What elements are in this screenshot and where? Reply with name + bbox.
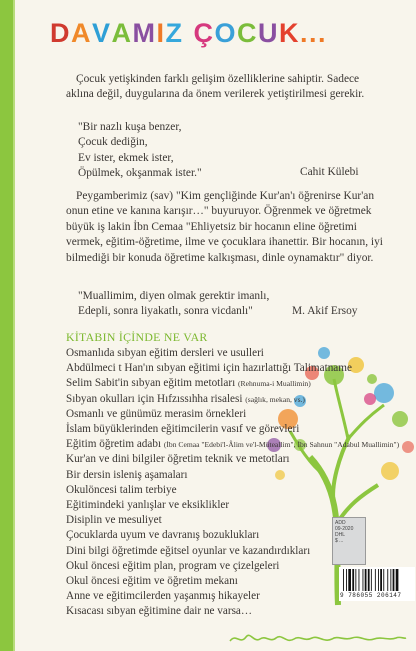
- contents-item-note: (İbn Cemaa "Edebi'l-Âlim ve'l-Müteallim", İbn Sahnun "Adabul Muallimin"): [163, 440, 400, 450]
- price-sticker: [332, 517, 366, 565]
- poem-line: Çocuk dediğin,: [78, 136, 148, 149]
- contents-item: [66, 452, 406, 467]
- contents-item: [66, 483, 406, 498]
- barcode-bar: [387, 569, 388, 591]
- contents-item-title: Eğitim öğretim adabı: [66, 438, 164, 451]
- barcode-bars: [343, 569, 411, 591]
- quote-author: M. Akif Ersoy: [292, 305, 358, 317]
- contents-item-title: İslam büyüklerinden eğitimcilerin vasıf ve görevleri: [66, 423, 300, 436]
- contents-item-title: Bir dersin isleniş aşamaları: [66, 468, 188, 481]
- barcode-bar: [368, 569, 370, 591]
- barcode-bar: [371, 569, 372, 591]
- contents-item-title: Kısacası sıbyan eğitimine dair ne varsa…: [66, 605, 253, 618]
- contents-item: [66, 498, 406, 513]
- barcode-bar: [348, 569, 351, 591]
- barcode-bar: [383, 569, 384, 591]
- title-letter: I: [156, 18, 166, 48]
- barcode: [339, 567, 415, 601]
- contents-item: [66, 392, 406, 407]
- intro-paragraph: Çocuk yetişkinden farklı gelişim özelliklerine sahiptir. Sadece aklına değil, duygularına da önem verilerek yetiştirilmesi gerekir.: [66, 73, 365, 101]
- green-spine: [0, 0, 13, 651]
- contents-item-title: Okulöncesi talim terbiye: [66, 483, 177, 496]
- barcode-bar: [365, 569, 367, 591]
- signature-scribble: [228, 629, 408, 647]
- title-letter: A: [71, 18, 92, 48]
- contents-item: [66, 346, 406, 361]
- contents-item-title: Sıbyan okulları için Hıfzıssıhha risalesi: [66, 392, 246, 405]
- title-letter: K: [279, 18, 301, 48]
- sticker-line: 09-2020: [335, 526, 354, 532]
- title-letter: ...: [300, 18, 328, 48]
- contents-item: [66, 604, 406, 619]
- quote-line: "Muallimim, diyen olmak gerektir imanlı,: [78, 290, 270, 302]
- contents-item-note: (Rehnuma-i Muallimin): [238, 379, 311, 389]
- sticker-line: $ ...: [335, 538, 344, 544]
- poem-line: "Bir nazlı kuşa benzer,: [78, 121, 182, 133]
- contents-item: [66, 407, 406, 422]
- spine-edge: [13, 0, 15, 651]
- contents-item-title: Eğitimindeki yanlışlar ve eksiklikler: [66, 499, 230, 512]
- sticker-text: [333, 518, 365, 546]
- contents-item: [66, 361, 406, 376]
- title-letter: Ç: [193, 18, 215, 48]
- quote-line: Edepli, sonra liyakatlı, sonra vicdanlı": [78, 305, 253, 318]
- title-letter: D: [50, 18, 71, 48]
- contents-item-title: Kur'an ve dini bilgiler öğretim teknik ve metotları: [66, 453, 290, 466]
- hadith-paragraph: Peygamberimiz (sav) "Kim gençliğinde Kur'an'ı öğrenirse Kur'an onun etine ve kanına karışır…" buyuruyor. Öğrenmek ve öğretmek büyük iş lakin İbn Cemaa "Ehliyetsiz bir hocanın eline öğretimi vermek, eğitim-öğretime, ilme ve çocuklara ihanettir. Bir hocanın, iyi bilmediği bir konuda öğretime kalkışması, dinle oynamaktır" diyor.: [66, 190, 383, 264]
- barcode-bar: [375, 569, 376, 591]
- contents-item-title: Dini bilgi öğretimde eğitsel oyunlar ve kazandırdıkları: [66, 544, 311, 557]
- contents-item-title: Okul öncesi eğitim ve öğretim mekanı: [66, 575, 238, 588]
- contents-item-title: Selim Sabit'in sıbyan eğitim metotları: [66, 377, 238, 390]
- barcode-bar: [359, 569, 360, 591]
- title-letter: O: [214, 18, 238, 48]
- barcode-bar: [352, 569, 354, 591]
- barcode-bar: [380, 569, 382, 591]
- poem-line: Öpülmek, okşanmak ister.": [78, 167, 202, 180]
- contents-item-title: Çocuklarda uyum ve davranış bozuklukları: [66, 529, 260, 542]
- sticker-line: ADD: [335, 520, 346, 526]
- barcode-bar: [346, 569, 347, 591]
- contents-item-title: Osmanlı ve günümüz merasim örnekleri: [66, 407, 247, 420]
- contents-item-title: Anne ve eğitimcilerden yaşanmış hikayeler: [66, 590, 260, 603]
- contents-item: [66, 422, 406, 437]
- barcode-bar: [355, 569, 356, 591]
- cover-title: [50, 16, 390, 50]
- contents-item-note: (sağlık, mekan, vs.): [245, 394, 305, 404]
- barcode-bar: [396, 569, 399, 591]
- title-letter: M: [132, 18, 157, 48]
- barcode-number: 9 786055 206147: [340, 592, 402, 599]
- contents-heading: KİTABIN İÇİNDE NE VAR: [66, 330, 208, 344]
- contents-item: [66, 468, 406, 483]
- barcode-bar: [363, 569, 364, 591]
- title-letter: Z: [165, 18, 184, 48]
- barcode-bar: [343, 569, 344, 591]
- poem-author: Cahit Külebi: [300, 166, 359, 178]
- sticker-line: DHL: [335, 532, 346, 538]
- contents-item-title: Disiplin ve mesuliyet: [66, 514, 162, 527]
- contents-item: [66, 376, 406, 391]
- title-letter: C: [237, 18, 259, 48]
- contents-item-title: Abdülmeci t Han'ın sıbyan eğitimi için hazırlattığı Talimatname: [66, 362, 352, 375]
- title-letter: U: [258, 18, 280, 48]
- poem-line: Ev ister, ekmek ister,: [78, 151, 174, 164]
- contents-item-title: Okul öncesi eğitim plan, program ve çizelgeleri: [66, 559, 280, 572]
- barcode-bar: [393, 569, 395, 591]
- title-letter: V: [92, 18, 112, 48]
- barcode-bar: [390, 569, 391, 591]
- title-letter: A: [111, 18, 133, 48]
- barcode-bar: [378, 569, 379, 591]
- contents-item-title: Osmanlıda sıbyan eğitim dersleri ve usulleri: [66, 347, 264, 359]
- contents-item: [66, 437, 406, 452]
